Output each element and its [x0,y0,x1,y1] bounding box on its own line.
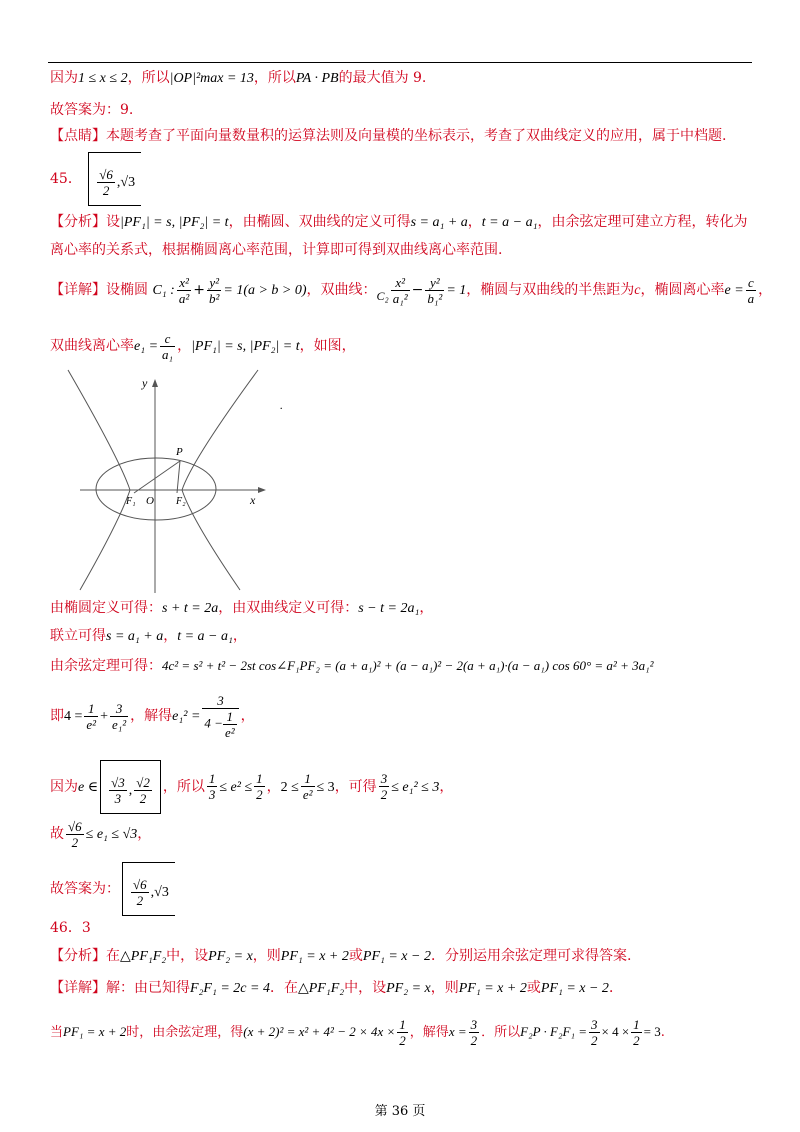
text: ，可得 [334,778,377,795]
text: ， [266,778,281,795]
math: c [634,283,641,298]
line-ji [50,692,255,741]
math: C₂ [376,289,389,303]
text: ，由余弦定理可建立方程，转化为 [537,214,748,230]
analysis-45-line2: 离心率的关系式，根据椭圆离心率范围，计算即可得到双曲线离心率范围. [50,242,503,258]
line-gu [50,814,151,855]
question-45-answer [50,152,143,206]
math: s = a₁ + a [106,629,164,644]
y-arrow [152,379,158,387]
math: 2 ≤ [280,779,299,795]
text: 解：由已知得 [106,980,190,996]
tag: 【详解】 [50,282,106,298]
text: ，则 [252,948,281,964]
math: △PF₁F₂ [120,949,167,964]
text: 的最大值为 9. [338,70,427,86]
text: 由椭圆定义可得： [50,600,162,616]
text: ， [163,628,178,644]
text: ，解得 [130,708,173,724]
math: PF₁ = x + 2 [458,981,527,996]
text: 时，由余弦定理，得 [126,1025,244,1040]
comment-44 [50,126,726,146]
math: ≤ e² ≤ [219,779,253,795]
detail-46 [50,978,623,999]
fraction: $\frac{3}{\text{e₁²}}$ [111,700,127,732]
hyperbola-right-lower [182,490,240,590]
fraction: $\frac{1}{2}$ [256,771,263,803]
math: PF₁ = x − 2 [362,949,431,964]
detail-45-line1: 【详解】设椭圆 C₁ : $\frac{\text{x²}}{\text{a²}}$ + $\frac{\text{y²}}{\text{b²}}$ = 1(a > b > 0)，双曲线：C₂ $\frac{\text{x²}}{\text{a₁²}}$ − $\frac{\text{y²}}{\text{b₁²}}$ = 1，椭圆与双曲线的半焦距为c，椭圆离心率e = $\frac{c}{a}$ ， [50,274,773,306]
text: 故答案为： [50,880,120,897]
text: ，所以 [127,70,170,86]
line-definitions [50,598,433,619]
text: ． [608,980,623,996]
line-combine [50,626,247,647]
text: . [660,1025,665,1040]
interval-bracket [88,152,141,206]
fraction: $\frac{3}{2}$ [470,1017,478,1048]
x-label: x [250,493,256,507]
text: 在 [106,948,120,964]
math: 4 = [64,709,83,724]
text: ， [240,708,255,724]
math: t = a − a₁ [177,629,233,644]
ellipse [96,458,216,520]
tag: 【分析】 [50,948,106,964]
line-cosine [50,656,654,676]
text: ， [439,778,454,795]
math: e₁ = [134,339,159,354]
math: e ∈ [78,779,99,795]
analysis-46 [50,946,631,967]
text: ．分别运用余弦定理可求得答案. [430,948,632,964]
math: PF₂ = x [208,949,253,964]
math: ,√3 [116,174,136,190]
text: 当 [50,1025,64,1040]
stray-dot: . [280,398,283,412]
math: ≤ e₁ ≤ √3 [85,827,138,842]
math: F₂P · F₂F₁ = [520,1024,587,1039]
math: = 1 [446,283,467,298]
math: ≤ 3 [316,779,335,795]
math: 1 ≤ x ≤ 2 [78,71,128,86]
math: F₂F₁ = 2c = 4 [190,981,270,996]
answer-44: 故答案为：9. [50,102,134,118]
math: |PF₁| = s, |PF₂| = t [191,339,300,354]
text: ， [232,628,247,644]
x-arrow [258,487,266,493]
math: = 3 [643,1024,661,1039]
math: × 4 × [601,1024,630,1039]
question-46-answer: 46．3 [50,920,91,936]
math: = 1(a > b > 0) [223,283,307,298]
hyperbola-right-upper [182,370,258,490]
y-label: y [142,376,148,390]
text: 或 [348,948,363,964]
f1-label: F₁ [126,496,136,507]
analysis-45-line1 [50,212,747,233]
tag: 【分析】 [50,214,106,230]
fraction: 3 4 − $\frac{1}{\text{e²}}$ [202,693,238,740]
line-max-value [50,68,426,89]
f2-label: F₂ [176,496,186,507]
math: PF₁ = x + 2 [280,949,349,964]
math: C₁ : [152,283,175,298]
tag: 【点睛】 [50,128,106,144]
text: 设椭圆 [106,282,148,298]
fraction: $\frac{1}{2}$ [399,1017,406,1048]
fraction: $\frac{\text{y²}}{\text{b²}}$ [208,274,220,306]
fraction: $\frac{√6}{2}$ [99,167,113,198]
hyperbola-left-upper [68,370,130,490]
text: ，由椭圆、双曲线的定义可得 [228,214,411,230]
math: PF₁ = x + 2 [63,1024,127,1039]
interval-bracket: $\frac{√6}{2}$ ,√3 [122,862,175,916]
math: t = a − a₁ [481,215,538,230]
text: ，则 [430,980,459,996]
text: ．所以 [481,1025,521,1040]
math: |OP|²max = 13 [169,71,254,86]
text: ， [419,600,434,616]
segment-pf2 [177,461,180,493]
ellipse-hyperbola-figure [60,365,300,595]
math: |PF₁| = s, |PF₂| = t [120,215,229,230]
math: s + t = 2a [162,601,219,616]
question-number: 45． [50,170,82,187]
text: 因为 [50,70,78,86]
text: ，椭圆与双曲线的半焦距为 [466,282,635,298]
fraction: $\frac{1}{\text{e²}}$ [86,700,97,732]
text: 本题考查了平面向量数量积的运算法则及向量模的坐标表示，考查了双曲线定义的应用，属于中档题. [106,128,727,144]
o-label: O [146,495,154,507]
page-number: 第 36 页 [374,1104,426,1119]
math: s − t = 2a₁ [358,601,420,616]
answer-45 [50,862,177,916]
math: ≤ e₁² ≤ 3 [391,779,440,795]
math: PF₂ = x [386,981,431,996]
math: PA · PB [295,71,339,86]
text: ，由双曲线定义可得： [218,600,359,616]
fraction: $\frac{1}{\text{e²}}$ [302,771,313,803]
line-dang [50,1012,665,1053]
text: 联立可得 [50,628,106,644]
fraction: $\frac{\text{y²}}{\text{b₁²}}$ [427,274,443,306]
text: ．在 [269,980,298,996]
text: 因为 [50,778,78,795]
segment-pf1 [134,461,180,493]
fraction: $\frac{\text{x²}}{\text{a₁²}}$ [392,274,408,306]
fraction: $\frac{c}{a}$ [747,274,755,306]
interval-bracket: $\frac{√3}{3}$ , $\frac{√2}{2}$ [100,760,161,814]
math: s = a₁ + a [410,215,468,230]
math: e = [724,283,744,298]
detail-45-line2 [50,328,356,365]
fraction: $\frac{√6}{2}$ [68,818,82,850]
text: ， [177,338,192,354]
fraction: $\frac{\text{x²}}{\text{a²}}$ [178,274,190,306]
math: x = [448,1024,467,1039]
text: 即 [50,708,64,724]
text: 中，设 [344,980,387,996]
text: ，所以 [162,778,205,795]
math: △PF₁F₂ [297,981,345,996]
math: PF₁ = x − 2 [540,981,609,996]
text: 设 [106,214,120,230]
text: ， [137,826,152,842]
math: 4c² = s² + t² − 2st cos∠F₁PF₂ = (a + a₁)² + (a − a₁)² − 2(a + a₁)·(a − a₁) cos 60° = a² + 3a₁² [162,658,654,673]
fraction: $\frac{1}{2}$ [633,1017,640,1048]
math: (x + 2)² = x² + 4² − 2 × 4x × [243,1024,396,1039]
text: ， [758,282,773,298]
text: 双曲线离心率 [50,338,134,354]
header-rule [48,62,752,63]
tag: 【详解】 [50,980,106,996]
line-yinwei [50,760,453,814]
text: ，所以 [253,70,296,86]
text: ，椭圆离心率 [640,282,725,298]
text: ， [467,214,482,230]
text: 由余弦定理可得： [50,658,162,674]
fraction: $\frac{c}{\text{a₁}}$ [162,330,174,362]
fraction: $\frac{3}{2}$ [591,1017,598,1048]
text: ，如图， [299,338,356,354]
text: 中，设 [166,948,209,964]
text: 故 [50,826,64,842]
text: 或 [526,980,541,996]
text: ，双曲线： [306,282,377,298]
math: e₁² = [172,709,201,724]
fraction: $\frac{3}{2}$ [380,771,388,803]
text: ，解得 [409,1025,449,1040]
fraction: $\frac{1}{3}$ [208,771,216,803]
p-label: P [176,446,183,458]
math: + [100,709,108,724]
